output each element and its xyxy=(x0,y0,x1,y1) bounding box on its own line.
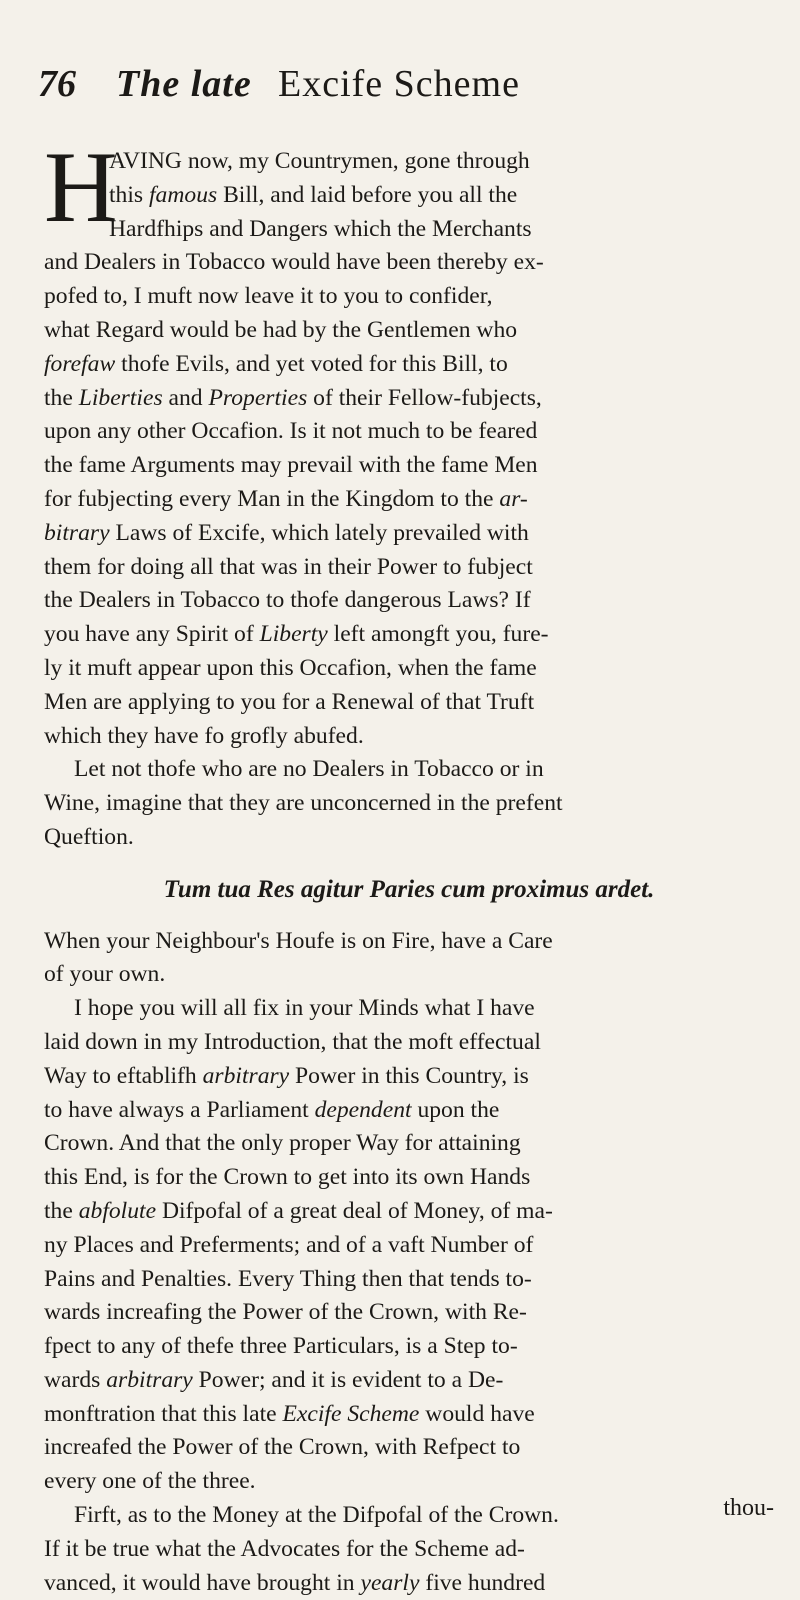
text-line: monftration that this late Excife Scheme would have xyxy=(44,1400,535,1427)
paragraph-5 xyxy=(44,1499,774,1600)
text-line: the Dealers in Tobacco to thofe dangerous Laws? If xyxy=(44,587,531,614)
spacer xyxy=(44,855,774,873)
text-line: wards arbitrary Power; and it is evident to a De- xyxy=(44,1366,504,1393)
text-line: which they have fo grofly abufed. xyxy=(44,722,364,749)
text-line: Men are applying to you for a Renewal of that Truft xyxy=(44,688,535,715)
text-line: upon any other Occafion. Is it not much to be feared xyxy=(44,418,538,445)
text-line: Let not thofe who are no Dealers in Tobacco or in xyxy=(74,756,544,783)
text-line: forefaw thofe Evils, and yet voted for this Bill, to xyxy=(44,350,508,377)
text-line: increafed the Power of the Crown, with Refpect to xyxy=(44,1434,521,1461)
text-line: Wine, imagine that they are unconcerned in the prefent xyxy=(44,790,563,817)
text-line: bitrary Laws of Excife, which lately prevailed with xyxy=(44,519,529,546)
text-line: AVING now, my Countrymen, gone through xyxy=(109,148,530,174)
paragraph-2 xyxy=(44,753,774,854)
text-line: fpect to any of thefe three Particulars, is a Step to- xyxy=(44,1333,518,1360)
page-number: 76 xyxy=(38,63,76,105)
text-line: Hardfhips and Dangers which the Merchants xyxy=(109,215,532,242)
text-line: this End, is for the Crown to get into its own Hands xyxy=(44,1164,531,1191)
text-line: If it be true what the Advocates for the Scheme ad- xyxy=(44,1535,525,1562)
spacer xyxy=(44,907,774,925)
text-line: When your Neighbour's Houfe is on Fire, have a Care xyxy=(44,927,553,954)
text-line: and Dealers in Tobacco would have been thereby ex- xyxy=(44,249,544,276)
text-line: the Liberties and Properties of their Fellow-fubjects, xyxy=(44,384,542,411)
text-line: Pains and Penalties. Every Thing then that tends to- xyxy=(44,1265,532,1292)
text-line: pofed to, I muft now leave it to you to confider, xyxy=(44,283,493,310)
page-body xyxy=(44,145,774,1600)
header-title-italic: The late xyxy=(116,63,252,105)
text-line: Firft, as to the Money at the Difpofal of the Crown. xyxy=(74,1502,559,1529)
text-line: of your own. xyxy=(44,961,166,988)
paragraph-4 xyxy=(44,992,774,1499)
text-line: Way to eftablifh arbitrary Power in this Country, is xyxy=(44,1062,529,1089)
text-line: the fame Arguments may prevail with the fame Men xyxy=(44,452,538,479)
paragraph-1 xyxy=(44,145,774,753)
text-line: for fubjecting every Man in the Kingdom to the ar- xyxy=(44,485,528,512)
catchword: thou- xyxy=(723,1495,774,1521)
text-line: every one of the three. xyxy=(44,1468,256,1495)
text-line: you have any Spirit of Liberty left amongft you, fure- xyxy=(44,621,549,648)
text-line: I hope you will all fix in your Minds what I have xyxy=(74,995,535,1022)
text-line: ly it muft appear upon this Occafion, when the fame xyxy=(44,654,537,681)
header-title: Excife Scheme xyxy=(278,63,520,105)
text-line: the abfolute Difpofal of a great deal of Money, of ma- xyxy=(44,1197,553,1224)
running-header xyxy=(38,62,778,122)
text-line: laid down in my Introduction, that the moft effectual xyxy=(44,1028,541,1055)
drop-cap: H xyxy=(44,131,118,244)
text-line: what Regard would be had by the Gentlemen who xyxy=(44,316,518,343)
text-line: wards increafing the Power of the Crown, with Re- xyxy=(44,1299,527,1326)
latin-motto: Tum tua Res agitur Paries cum proximus ardet. xyxy=(163,875,655,903)
text-line: Queftion. xyxy=(44,823,134,850)
text-line: them for doing all that was in their Power to fubject xyxy=(44,553,533,580)
text-line: ny Places and Preferments; and of a vaft Number of xyxy=(44,1231,534,1258)
paragraph-3 xyxy=(44,925,774,993)
text-line: Crown. And that the only proper Way for attaining xyxy=(44,1130,521,1157)
text-line: this famous Bill, and laid before you all the xyxy=(109,181,518,208)
text-line: vanced, it would have brought in yearly five hundred xyxy=(44,1569,546,1596)
text-line: to have always a Parliament dependent upon the xyxy=(44,1096,500,1123)
